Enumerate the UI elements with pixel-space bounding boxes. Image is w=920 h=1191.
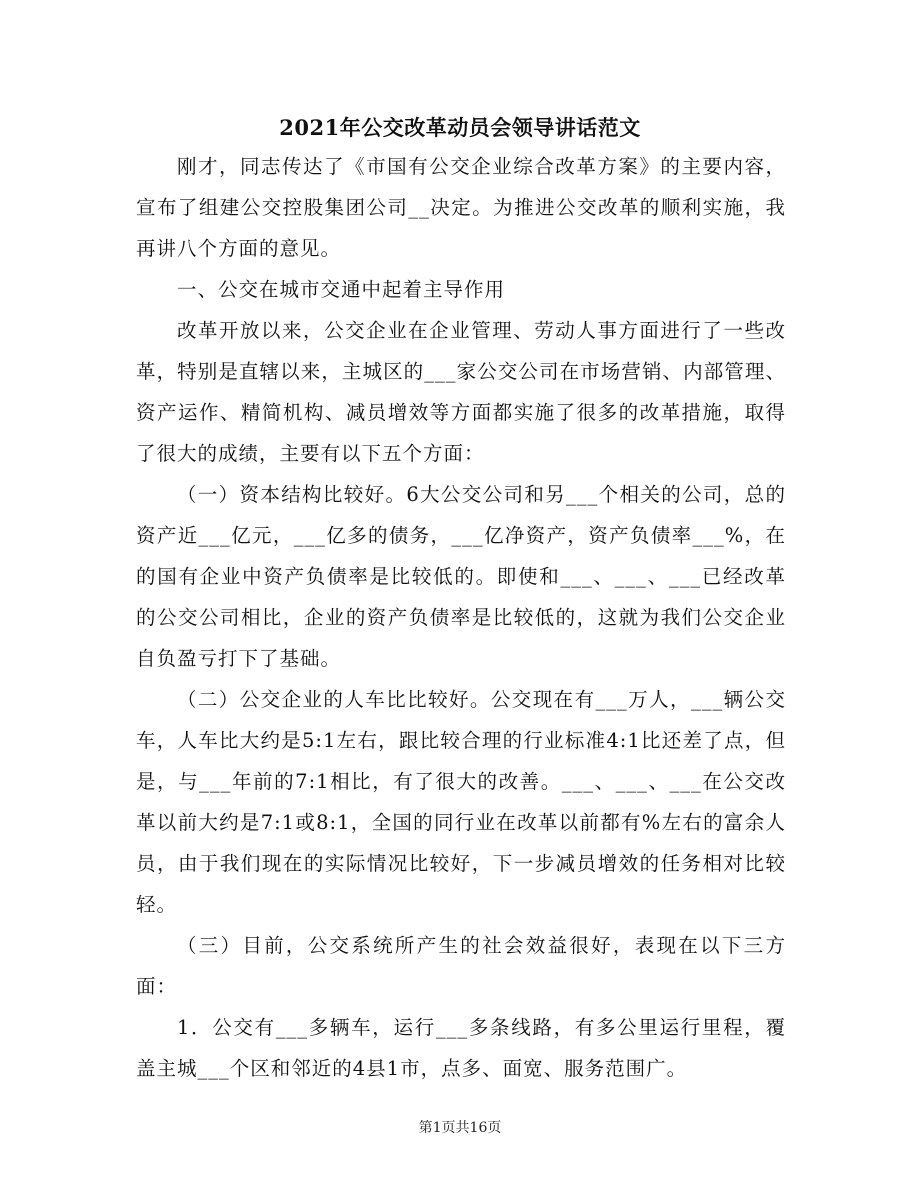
paragraph-item-1: 1．公交有___多辆车，运行___多条线路，有多公里运行里程，覆盖主城___个区和邻近的4县1市，点多、面宽、服务范围广。 bbox=[136, 1016, 786, 1080]
document-body bbox=[136, 146, 786, 1089]
paragraph-staff-vehicle-ratio: （二）公交企业的人车比比较好。公交现在有___万人，___辆公交车，人车比大约是5:1左右，跟比较合理的行业标准4:1比还差了点，但是，与___年前的7:1相比，有了很大的改善。___、___、___在公交改革以前大约是7:1或8:1，全国的同行业在改革以前都有%左右的富余人员，由于我们现在的实际情况比较好，下一步减员增效的任务相对比较轻。 bbox=[136, 688, 786, 916]
section-heading-1: 一、公交在城市交通中起着主导作用 bbox=[176, 278, 505, 301]
paragraph-social-benefit: （三）目前，公交系统所产生的社会效益很好，表现在以下三方面： bbox=[136, 934, 786, 998]
document-title: 2021年公交改革动员会领导讲话范文 bbox=[279, 115, 641, 140]
paragraph-reform-overview: 改革开放以来，公交企业在企业管理、劳动人事方面进行了一些改革，特别是直辖以来，主城区的___家公交公司在市场营销、内部管理、资产运作、精简机构、减员增效等方面都实施了很多的改革措施，取得了很大的成绩，主要有以下五个方面： bbox=[136, 319, 786, 465]
page-number: 第1页共16页 bbox=[418, 1120, 502, 1136]
paragraph-intro: 刚才，同志传达了《市国有公交企业综合改革方案》的主要内容，宣布了组建公交控股集团公司__决定。为推进公交改革的顺利实施，我再讲八个方面的意见。 bbox=[136, 155, 786, 260]
paragraph-capital-structure: （一）资本结构比较好。6大公交公司和另___个相关的公司，总的资产近___亿元，___亿多的债务，___亿净资产，资产负债率___%，在的国有企业中资产负债率是比较低的。即使和___、___、___已经改革的公交公司相比，企业的资产负债率是比较低的，这就为我们公交企业自负盈亏打下了基础。 bbox=[136, 483, 786, 670]
